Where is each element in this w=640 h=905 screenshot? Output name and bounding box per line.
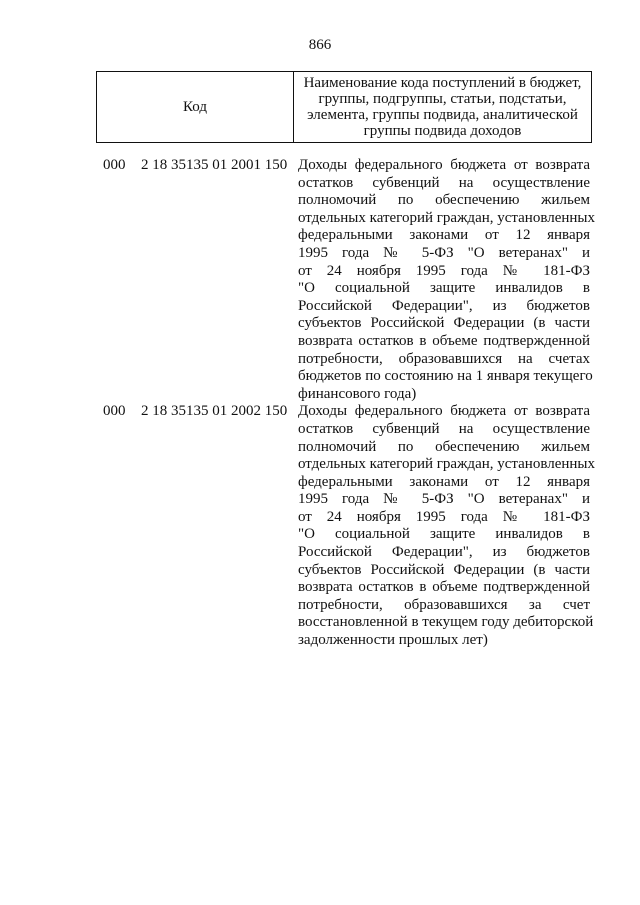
description-line: Российской Федерации", из бюджетов xyxy=(298,544,590,561)
header-name-cell xyxy=(294,72,591,142)
description-line: потребности, образовавшихся на счетах xyxy=(298,350,590,367)
description-line: возврата остатков в объеме подтвержденной xyxy=(298,579,590,596)
table-header xyxy=(96,71,592,143)
description-line: Доходы федерального бюджета от возврата xyxy=(298,157,590,173)
description-line: от 24 ноября 1995 года № 181-ФЗ xyxy=(298,262,590,279)
description-line: задолженности прошлых лет) xyxy=(298,632,488,649)
description-line: полномочий по обеспечению жильем xyxy=(298,192,590,209)
admin-code: 000 xyxy=(103,403,126,420)
header-name-line: Наименование кода поступлений в бюджет, xyxy=(303,75,582,91)
income-description xyxy=(298,403,595,649)
description-line: финансового года) xyxy=(298,385,417,402)
header-name-line: группы, подгруппы, статьи, подстатьи, xyxy=(318,91,567,107)
description-line: федеральными законами от 12 января xyxy=(298,227,590,244)
description-line: восстановленной в текущем году дебиторской xyxy=(298,614,594,631)
description-line: отдельных категорий граждан, установленных xyxy=(298,209,595,226)
description-line: "О социальной защите инвалидов в xyxy=(298,526,590,543)
description-line: Российской Федерации", из бюджетов xyxy=(298,297,590,314)
description-line: отдельных категорий граждан, установленных xyxy=(298,456,595,473)
header-code-cell: Код xyxy=(97,72,294,142)
header-name-line: группы подвида доходов xyxy=(363,123,522,139)
description-line: субъектов Российской Федерации (в части xyxy=(298,315,590,332)
description-line: остатков субвенций на осуществление xyxy=(298,174,590,191)
description-line: федеральными законами от 12 января xyxy=(298,473,590,490)
description-line: бюджетов по состоянию на 1 января текущего xyxy=(298,368,593,385)
description-line: возврата остатков в объеме подтвержденной xyxy=(298,332,590,349)
admin-code: 000 xyxy=(103,157,126,173)
table-body xyxy=(0,157,640,650)
table-row xyxy=(0,403,640,649)
table-row xyxy=(0,157,640,403)
header-name-line: элемента, группы подвида, аналитической xyxy=(307,107,578,123)
income-description xyxy=(298,157,595,403)
income-code: 2 18 35135 01 2001 150 xyxy=(141,157,288,173)
income-code: 2 18 35135 01 2002 150 xyxy=(141,403,288,420)
description-line: от 24 ноября 1995 года № 181-ФЗ xyxy=(298,508,590,525)
description-line: Доходы федерального бюджета от возврата xyxy=(298,403,590,420)
description-line: "О социальной защите инвалидов в xyxy=(298,280,590,297)
description-line: остатков субвенций на осуществление xyxy=(298,420,590,437)
description-line: потребности, образовавшихся за счет xyxy=(298,596,590,613)
description-line: 1995 года № 5-ФЗ "О ветеранах" и xyxy=(298,244,590,261)
description-line: субъектов Российской Федерации (в части xyxy=(298,561,590,578)
page-number: 866 xyxy=(308,37,332,53)
description-line: 1995 года № 5-ФЗ "О ветеранах" и xyxy=(298,491,590,508)
description-line: полномочий по обеспечению жильем xyxy=(298,438,590,455)
